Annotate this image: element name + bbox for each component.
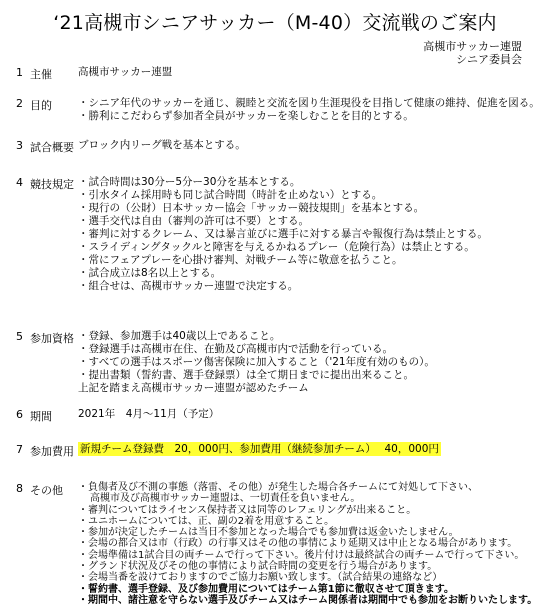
- content-line: ・すべての選手はスポーツ傷害保険に加入すること（'21年度有効のもの）。: [78, 356, 435, 368]
- section-label: 参加資格: [30, 332, 74, 345]
- section-number: 2: [16, 97, 23, 110]
- content-line: 上記を踏まえ高槻市サッカー連盟が認めたチーム: [78, 382, 309, 394]
- content-line: ・スライディングタックルと障害を与えるかねるプレー（危険行為）は禁止とする。: [78, 241, 475, 253]
- section-number: 8: [16, 482, 23, 495]
- section-number: 6: [16, 408, 23, 421]
- content-line: ・組合せは、高槻市サッカー連盟で決定する。: [78, 280, 299, 292]
- organizer-name: 高槻市サッカー連盟: [423, 40, 522, 53]
- content-line: ・登録選手は高槻市在住、在勤及び高槻市内で活動を行っている。: [78, 343, 393, 355]
- content-line: ・会場の都合又は市（行政）の行事又はその他の事情により延期又は中止となる場合があります。: [78, 538, 518, 550]
- content-line: ・現行の（公財）日本サッカー協会「サッカー競技規則」を基本とする。: [78, 202, 425, 214]
- content-line: ・審判についてはライセンス保持者又は同等のレフェリングが出来ること。: [78, 504, 417, 516]
- fee-highlight: 新規チーム登録費 20，000円、参加費用（継続参加チーム） 40，000円: [80, 443, 439, 455]
- section-label: 目的: [30, 99, 52, 112]
- section-content: [78, 66, 172, 79]
- section-content: [78, 97, 540, 123]
- section-number: 1: [16, 66, 23, 79]
- content-line: 2021年 4月～11月（予定）: [78, 408, 220, 420]
- section-number: 7: [16, 443, 23, 456]
- section-content: [78, 330, 435, 395]
- section-label: その他: [30, 484, 63, 497]
- section-number: 3: [16, 139, 23, 152]
- section-label: 期間: [30, 410, 52, 423]
- content-line: ・参加が決定したチームは当日不参加となった場合でも参加費は返金いたしません。: [78, 527, 459, 539]
- section-content: [78, 176, 488, 293]
- section-label: 主催: [30, 68, 52, 81]
- content-line: ・登録、参加選手は40歳以上であること。: [78, 330, 281, 342]
- content-line: ・審判に対するクレーム、又は暴言並びに選手に対する暴言や報復行為は禁止とする。: [78, 228, 488, 240]
- content-line: ・グランド状況及びその他の事情により試合時間の変更を行う場合があります。: [78, 561, 438, 573]
- content-line: ・勝利にこだわらず参加者全員がサッカーを楽しむことを目的とする。: [78, 110, 414, 122]
- section-content: [78, 482, 537, 606]
- document-title: ‘21高槻市シニアサッカー（M-40）交流戦のご案内: [53, 12, 497, 34]
- content-line: ・負傷者及び不測の事態（落雷、その他）が発生した場合各チームにて対処して下さい、: [78, 482, 478, 493]
- content-line: ・選手交代は自由（審判の許可は不要）とする。: [78, 215, 309, 227]
- content-line: ・シニア年代のサッカーを通じ、親睦と交流を図り生涯現役を目指して健康の維持、促進を図る。: [78, 97, 540, 109]
- content-line: ・会場当番を設けておりますのでご協力お願い致します。（試合結果の連絡など）: [78, 572, 443, 584]
- content-line: ・期間中、諸注意を守らない選手及びチーム又はチーム関係者は期間中でも参加をお断りいたします。: [78, 594, 538, 606]
- committee-name: シニア委員会: [456, 53, 522, 66]
- section-label: 試合概要: [30, 141, 74, 154]
- content-line: ・会場準備は1試合目の両チームで行って下さい。後片付けは最終試合の両チームで行って下さい。: [78, 549, 525, 561]
- section-number: 5: [16, 330, 23, 343]
- section-content: [78, 139, 246, 152]
- section-label: 参加費用: [30, 445, 74, 458]
- section-number: 4: [16, 176, 23, 189]
- content-line: ・誓約書、選手登録、及び参加費用についてはチーム第1節に徹収させて頂きます。: [78, 583, 454, 595]
- content-line: ・引水タイム採用時も同じ試合時間（時計を止めない）とする。: [78, 189, 383, 201]
- section-content: [78, 408, 219, 421]
- content-line: 高槻市及び高槻市サッカー連盟は、一切責任を負いません。: [90, 493, 361, 505]
- content-line: ・試合成立は8名以上とする。: [78, 267, 222, 279]
- content-line: ・試合時間は30分ー5分ー30分を基本とする。: [78, 176, 301, 188]
- content-line: ・ユニホームについては、正、副の2着を用意すること。: [78, 515, 335, 527]
- section-content: [78, 443, 441, 456]
- content-line: ・常にフェアプレーを心掛け審判、対戦チーム等に敬意を払うこと。: [78, 254, 403, 266]
- section-label: 競技規定: [30, 178, 74, 191]
- content-line: 高槻市サッカー連盟: [78, 66, 173, 78]
- content-line: ・提出書類（誓約書、選手登録票）は全て期日までに提出出来ること。: [78, 369, 414, 381]
- content-line: ブロック内リーグ戦を基本とする。: [78, 139, 246, 151]
